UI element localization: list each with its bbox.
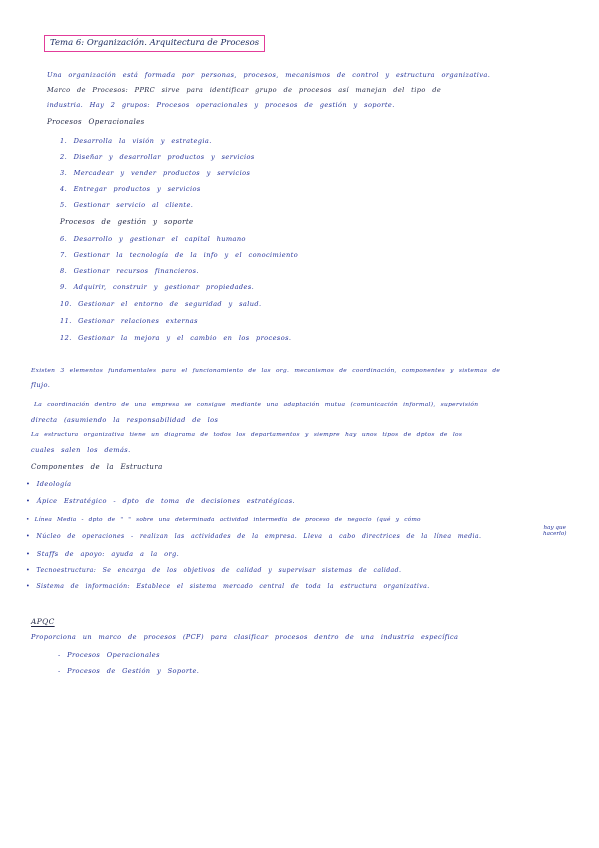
operational-item-2: 2. Diseñar y desarrollar productos y servicios (60, 153, 255, 161)
support-item-8: 8. Gestionar recursos financieros. (60, 267, 199, 275)
support-item-12: 12. Gestionar la mejora y el cambio en los procesos. (60, 334, 292, 342)
intro-line-1: Una organización está formada por personas, procesos, mecanismos de control y estructura organizativa. (47, 71, 491, 79)
elements-line-2: flujo. (31, 381, 51, 389)
elements-line-1: Existen 3 elementos fundamentales para el funcionamiento de las org. mecanismos de coordinación, componentes y sistemas de (31, 368, 501, 374)
coordination-line-1: La coordinación dentro de una empresa se consigue mediante una adaptación mutua (comunicación informal), supervisión (34, 402, 479, 408)
intro-line-3: industria. Hay 2 grupos: Procesos operacionales y procesos de gestión y soporte. (47, 101, 395, 109)
support-item-10: 10. Gestionar el entorno de seguridad y salud. (60, 300, 262, 308)
component-item-6: • Tecnoestructura: Se encarga de los objetivos de calidad y supervisar sistemas de calidad. (26, 567, 402, 574)
coordination-line-2: directa (asumiendo la responsabilidad de los (31, 416, 219, 424)
support-item-7: 7. Gestionar la tecnología de la info y el conocimiento (60, 251, 299, 259)
operational-item-1: 1. Desarrolla la visión y estrategia. (60, 137, 212, 145)
intro-line-2: Marco de Procesos: PPRC sirve para identificar grupo de procesos así manejan del tipo de (47, 86, 442, 94)
component-item-3: • Línea Media - dpto de " " sobre una determinada actividad intermedia de proceso de negocio (qué y cómo (26, 517, 421, 523)
operational-item-3: 3. Mercadear y vender productos y servicios (60, 169, 251, 177)
operational-item-5: 5. Gestionar servicio al cliente. (60, 201, 194, 209)
components-heading: Componentes de la Estructura (31, 463, 163, 471)
pcf-heading: APQC (31, 617, 55, 626)
page-title: Tema 6: Organización. Arquitectura de Procesos (44, 35, 265, 52)
pcf-item-1: - Procesos Operacionales (58, 651, 160, 659)
component-item-4: • Núcleo de operaciones - realizan las actividades de la empresa. Lleva a cabo directrices de la línea media. (26, 533, 482, 540)
component-item-2: • Ápice Estratégico - dpto de toma de decisiones estratégicas. (26, 497, 295, 505)
support-heading: Procesos de gestión y soporte (60, 218, 194, 226)
pcf-text: Proporciona un marco de procesos (PCF) para clasificar procesos dentro de una industria específica (31, 633, 459, 641)
component-item-1: • Ideología (26, 480, 72, 488)
pcf-item-2: - Procesos de Gestión y Soporte. (58, 667, 200, 675)
coordination-line-4: cuales salen los demás. (31, 446, 131, 454)
component-side-note: hay que hacerlo) (543, 525, 567, 537)
component-item-7: • Sistema de información: Establece el sistema mercado central de toda la estructura organizativa. (26, 583, 430, 590)
operational-heading: Procesos Operacionales (47, 118, 145, 126)
support-item-9: 9. Adquirir, construir y gestionar propiedades. (60, 283, 255, 291)
component-item-5: • Staffs de apoyo: ayuda a la org. (26, 550, 180, 558)
operational-item-4: 4. Entregar productos y servicios (60, 185, 201, 193)
coordination-line-3: La estructura organizativa tiene un diagrama de todos los departamentos y siempre hay unos tipos de dptos de los (31, 432, 463, 438)
support-item-11: 11. Gestionar relaciones externas (60, 317, 198, 325)
support-item-6: 6. Desarrollo y gestionar el capital humano (60, 235, 246, 243)
